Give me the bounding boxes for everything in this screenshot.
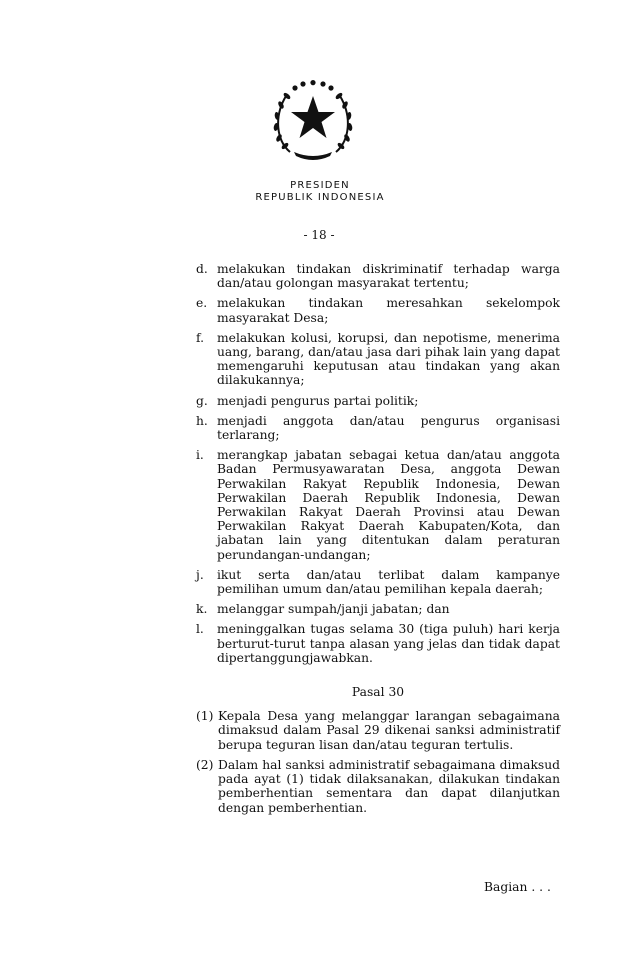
list-item-marker: g. [196, 393, 208, 408]
list-item-marker: k. [196, 602, 208, 617]
ribbon-icon [294, 152, 332, 160]
paragraph-item-marker: (1) [196, 709, 214, 724]
list-item-text: meninggalkan tugas selama 30 (tiga puluh) hari kerja berturut-turut tanpa alasan yang jelas dan tidak dapat dipertanggungjawabkan. [217, 622, 560, 665]
list-item-text: menjadi anggota dan/atau pengurus organisasi terlarang; [217, 413, 560, 443]
list-item-text: melakukan tindakan meresahkan sekelompok masyarakat Desa; [217, 296, 560, 325]
list-item-marker: l. [196, 622, 204, 637]
pasal-heading: Pasal 30 [351, 685, 405, 700]
header-title: PRESIDEN [290, 180, 350, 191]
list-item-text: melanggar sumpah/janji jabatan; dan [217, 602, 450, 617]
paragraph-item [196, 758, 560, 815]
list-item [196, 414, 560, 442]
list-item-marker: h. [196, 413, 208, 428]
list-item [196, 622, 560, 665]
list-item-marker: d. [196, 262, 208, 276]
wreath-left-icon [273, 92, 291, 152]
next-section-footer: Bagian . . . [484, 880, 551, 894]
list-item [196, 296, 560, 324]
header-subtitle: REPUBLIK INDONESIA [255, 192, 385, 203]
list-item-text: melakukan tindakan diskriminatif terhadap warga dan/atau golongan masyarakat tertentu; [217, 262, 560, 291]
document-body [196, 262, 560, 821]
pasal-paragraphs [196, 709, 560, 814]
page-number: - 18 - [303, 228, 335, 242]
list-item-marker: i. [196, 448, 204, 463]
paragraph-item [196, 709, 560, 752]
list-item-text: melakukan kolusi, korupsi, dan nepotisme, menerima uang, barang, dan/atau jasa dari pihak lain yang dapat memengaruhi keputusan atau tindakan yang akan dilakukannya; [217, 330, 560, 388]
paragraph-item-marker: (2) [196, 757, 214, 772]
list-item-marker: e. [196, 296, 208, 311]
list-item-text: ikut serta dan/atau terlibat dalam kampanye pemilihan umum dan/atau pemilihan kepala daerah; [217, 567, 560, 597]
list-item-text: merangkap jabatan sebagai ketua dan/atau anggota Badan Permusyawaratan Desa, anggota Dewan Perwakilan Rakyat Republik Indonesia, Dewan Perwakilan Daerah Republik Indonesia, Dewan Perwakilan Rakyat Daerah Provinsi atau Dewan Perwakilan Rakyat Daerah Kabupaten/Kota, dan jabatan lain yang ditentukan dalam peraturan perundangan-undangan; [217, 448, 560, 562]
list-item [196, 262, 560, 290]
list-item [196, 331, 560, 388]
star-icon [291, 96, 335, 138]
list-item [196, 448, 560, 562]
list-item [196, 568, 560, 596]
list-item-text: menjadi pengurus partai politik; [217, 393, 419, 408]
presiden-emblem-icon [268, 80, 358, 160]
list-item-marker: j. [196, 567, 204, 582]
paragraph-item-text: Dalam hal sanksi administratif sebagaimana dimaksud pada ayat (1) tidak dilaksanakan, dilakukan tindakan pemberhentian sementara dan dapat dilanjutkan dengan pemberhentian. [218, 757, 560, 815]
cotton-arc-icon [292, 80, 333, 91]
wreath-right-icon [335, 92, 353, 152]
paragraph-item-text: Kepala Desa yang melanggar larangan sebagaimana dimaksud dalam Pasal 29 dikenai sanksi administratif berupa teguran lisan dan/atau teguran tertulis. [218, 709, 560, 752]
list-item [196, 394, 560, 408]
list-item [196, 602, 560, 616]
prohibition-list [196, 262, 560, 665]
list-item-marker: f. [196, 330, 205, 345]
